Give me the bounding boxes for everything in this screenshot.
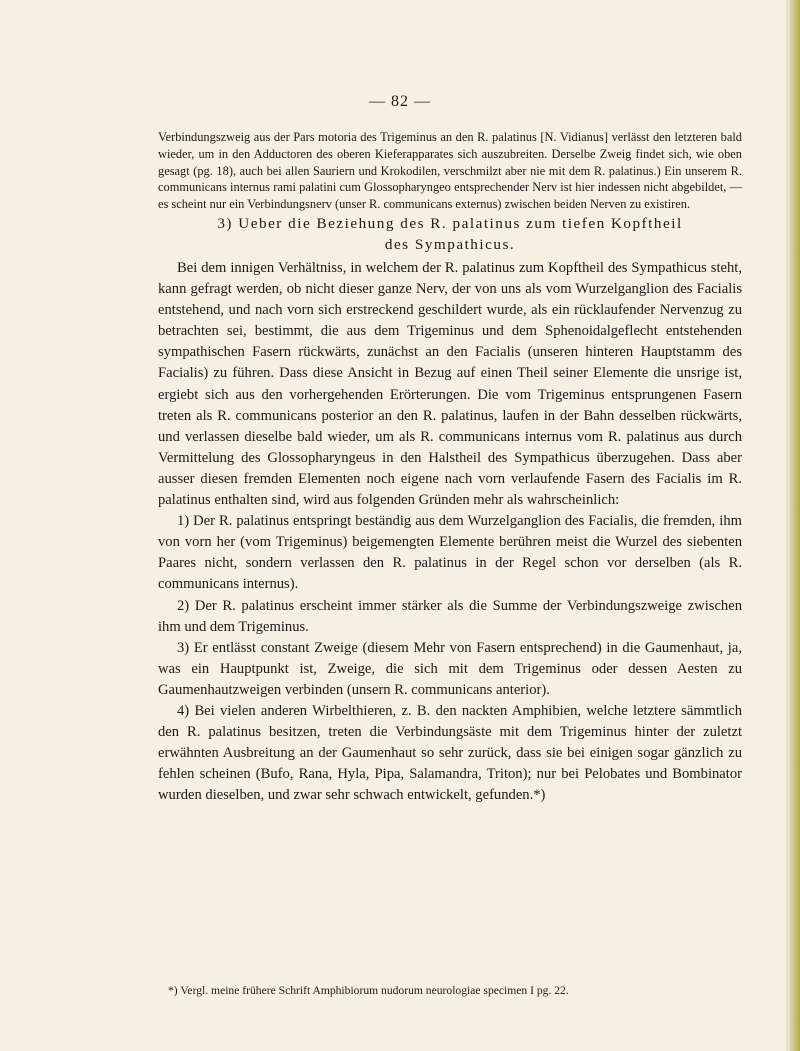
intro-small-paragraph: Verbindungszweig aus der Pars motoria des Trigeminus an den R. palatinus [N. Vidianus] verlässt den letzteren bald wieder, um in den Adductoren des oberen Kieferapparates sich auszubreiten. Derselbe Zweig findet sich, wie oben gesagt (pg. 18), auch bei allen Sauriern und Krokodilen, verschmilzt aber nie mit dem R. palatinus.) Ein unserem R. communicans internus rami palatini cum Glossopharyngeo entsprechender Nerv ist hier indessen nicht abgebildet, — es scheint nur ein Verbindungsnerv (unser R. communicans externus) zwischen beiden Nerven zu existiren. <box>158 130 742 212</box>
body-paragraph-2: 1) Der R. palatinus entspringt beständig aus dem Wurzelganglion des Facialis, die fremden, ihm von vorn her (vom Trigeminus) beigemengten Elemente berühren meist die Wurzel des siebenten Paares nicht, sondern verlassen den R. palatinus in der Regel schon vor derselben (als R. communicans internus). <box>158 513 742 593</box>
body-paragraph-3: 2) Der R. palatinus erscheint immer stärker als die Summe der Verbindungszweige zwischen ihm und dem Trigeminus. <box>158 597 742 635</box>
section-heading-line-2: des Sympathicus. <box>384 236 516 253</box>
section-heading-line-1: 3) Ueber die Beziehung des R. palatinus zum tiefen Kopftheil <box>217 215 683 232</box>
body-paragraph-5: 4) Bei vielen anderen Wirbelthieren, z. B. den nackten Amphibien, welche letztere sämmtlich den R. palatinus besitzen, treten die Verbindungsäste mit dem Trigeminus hinter der zuletzt erwähnten Ausbreitung an der Gaumenhaut so sehr zurück, dass sie bei einigen sogar gänzlich zu fehlen scheinen (Bufo, Rana, Hyla, Pipa, Salamandra, Triton); nur bei Pelobates und Bombinator wurden dieselben, und zwar sehr schwach entwickelt, gefunden.*) <box>158 702 742 804</box>
body-paragraph-1: Bei dem innigen Verhältniss, in welchem der R. palatinus zum Kopftheil des Sympathicus steht, kann gefragt werden, ob nicht dieser ganze Nerv, der von uns als vom Wurzelganglion des Facialis entstehend, und nach vorn sich erstreckend geschildert wurde, als ein rücklaufender Nervenzug zu betrachten sei, bestimmt, die aus dem Trigeminus und dem Sphenoidalgeflecht entstehenden sympathischen Fasern rückwärts, zunächst an den Facialis (unseren hinteren Hauptstamm des Facialis) zu führen. Dass diese Ansicht in Bezug auf einen Theil seiner Elemente die unsrige ist, ergiebt sich aus den vorhergehenden Erörterungen. Die vom Trigeminus entsprungenen Fasern treten als R. communicans posterior an den R. palatinus, laufen in der Bahn desselben rückwärts, und verlassen dieselbe bald wieder, um als R. communicans internus vom R. palatinus aus durch Vermittelung des Glossopharyngeus in den Halstheil des Sympathicus überzugehen. Dass aber ausser diesen fremden Elementen noch eigene nach vorn verlaufende Fasern des Facialis im R. palatinus enthalten sind, wird aus folgenden Gründen mehr als wahrscheinlich: <box>158 260 742 509</box>
body-text <box>158 258 742 806</box>
body-paragraph-4: 3) Er entlässt constant Zweige (diesem Mehr von Fasern entsprechend) in die Gaumenhaut, ja, was ein Hauptpunkt ist, Zweige, die sich mit dem Trigeminus oder dessen Aesten zu Gaumenhautzweigen verbinden (unsern R. communicans anterior). <box>158 639 742 698</box>
page-number: — 82 — <box>369 93 431 110</box>
footnote: *) Vergl. meine frühere Schrift Amphibiorum nudorum neurologiae specimen I pg. 22. <box>168 984 569 997</box>
book-edge <box>790 0 800 1051</box>
